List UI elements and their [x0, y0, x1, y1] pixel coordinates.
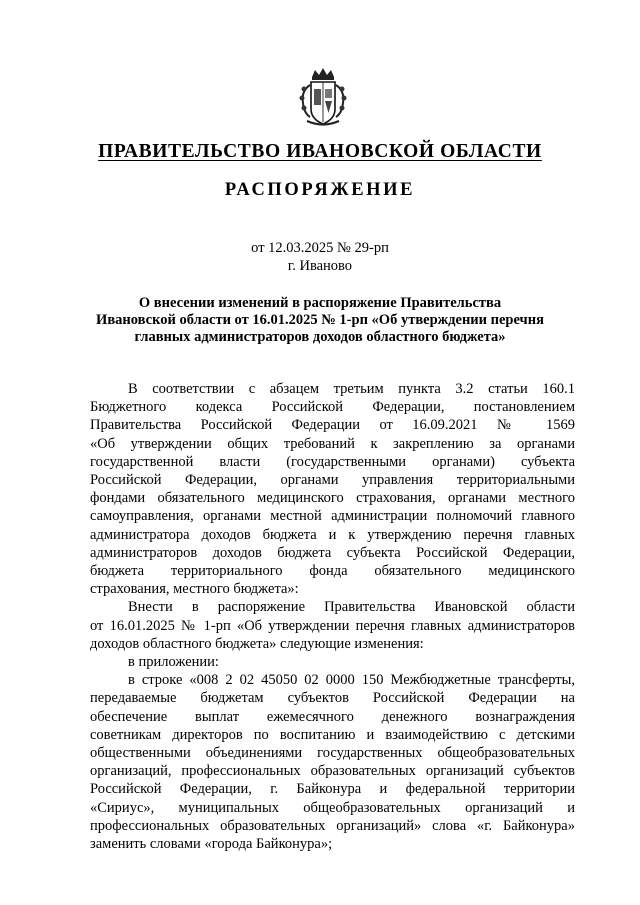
body-line: страхования, местного бюджета»: — [90, 581, 299, 598]
body-line: в строке «008 2 02 45050 02 0000 150 Межбюджетные трансферты, — [128, 672, 575, 689]
body-line: Правительства Российской Федерации от 16.09.2021 № 1569 — [90, 417, 575, 434]
body-line: организаций, профессиональных образовательных организаций субъектов — [90, 763, 575, 780]
body-line: в приложении: — [128, 654, 219, 671]
body-line: Бюджетного кодекса Российской Федерации, постановлением — [90, 399, 575, 416]
body-line: В соответствии с абзацем третьим пункта 3.2 статьи 160.1 — [128, 381, 575, 397]
body-line: Российской Федерации, органами управления территориальными — [90, 472, 575, 489]
body-line: «Об утверждении общих требований к закреплению за органами — [90, 435, 575, 452]
title-line: главных администраторов доходов областного бюджета» — [134, 329, 506, 345]
organization-name: ПРАВИТЕЛЬСТВО ИВАНОВСКОЙ ОБЛАСТИ — [98, 141, 542, 162]
body-line: передаваемые бюджетам субъектов Российской Федерации на — [90, 690, 575, 707]
body-line: доходов областного бюджета» следующие изменения: — [90, 635, 424, 652]
body-line: бюджета территориального фонда обязательного медицинского — [90, 563, 575, 580]
body-line: администраторов доходов бюджета субъекта Российской Федерации, — [90, 544, 575, 561]
paragraph-amendment — [90, 598, 575, 653]
paragraph-appendix — [90, 653, 575, 671]
body-line: советникам директоров по воспитанию и взаимодействию с детскими — [90, 726, 575, 743]
coat-of-arms-icon — [298, 67, 348, 129]
body-line: фондами обязательного медицинского страхования, органами местного — [90, 490, 575, 507]
document-type: РАСПОРЯЖЕНИЕ — [224, 180, 416, 200]
document-title — [90, 295, 550, 346]
date-and-place — [0, 239, 640, 275]
date-number: от 12.03.2025 № 29-рп — [251, 240, 389, 256]
body-line: самоуправления, органами местной администрации полномочий главного — [90, 508, 575, 525]
body-line: Внести в распоряжение Правительства Ивановской области — [128, 599, 575, 616]
body-line: общественными объединениями государственных общеобразовательных — [90, 745, 575, 762]
body-line: обеспечение выплат ежемесячного денежного вознаграждения — [90, 708, 575, 725]
body-line: «Сириус», муниципальных общеобразовательных организаций и — [90, 799, 575, 816]
title-line: О внесении изменений в распоряжение Правительства — [138, 295, 502, 311]
body-line: от 16.01.2025 № 1-рп «Об утверждении перечня главных администраторов — [90, 617, 575, 634]
paragraph-row-change — [90, 671, 575, 853]
title-line: Ивановской области от 16.01.2025 № 1-рп «Об утверждении перечня — [96, 312, 544, 328]
paragraph-legal-basis — [90, 380, 575, 598]
body-line: профессиональных образовательных организаций» слова «г. Байконура» — [90, 817, 575, 834]
body-line: администратора доходов бюджета и к утверждению перечня главных — [90, 526, 575, 543]
city: г. Иваново — [287, 258, 353, 274]
body-line: заменить словами «города Байконура»; — [90, 836, 333, 853]
document-body — [90, 380, 575, 853]
body-line: Российской Федерации, г. Байконура и федеральной территории — [90, 781, 575, 798]
body-line: государственной власти (государственными органами) субъекта — [90, 453, 575, 470]
